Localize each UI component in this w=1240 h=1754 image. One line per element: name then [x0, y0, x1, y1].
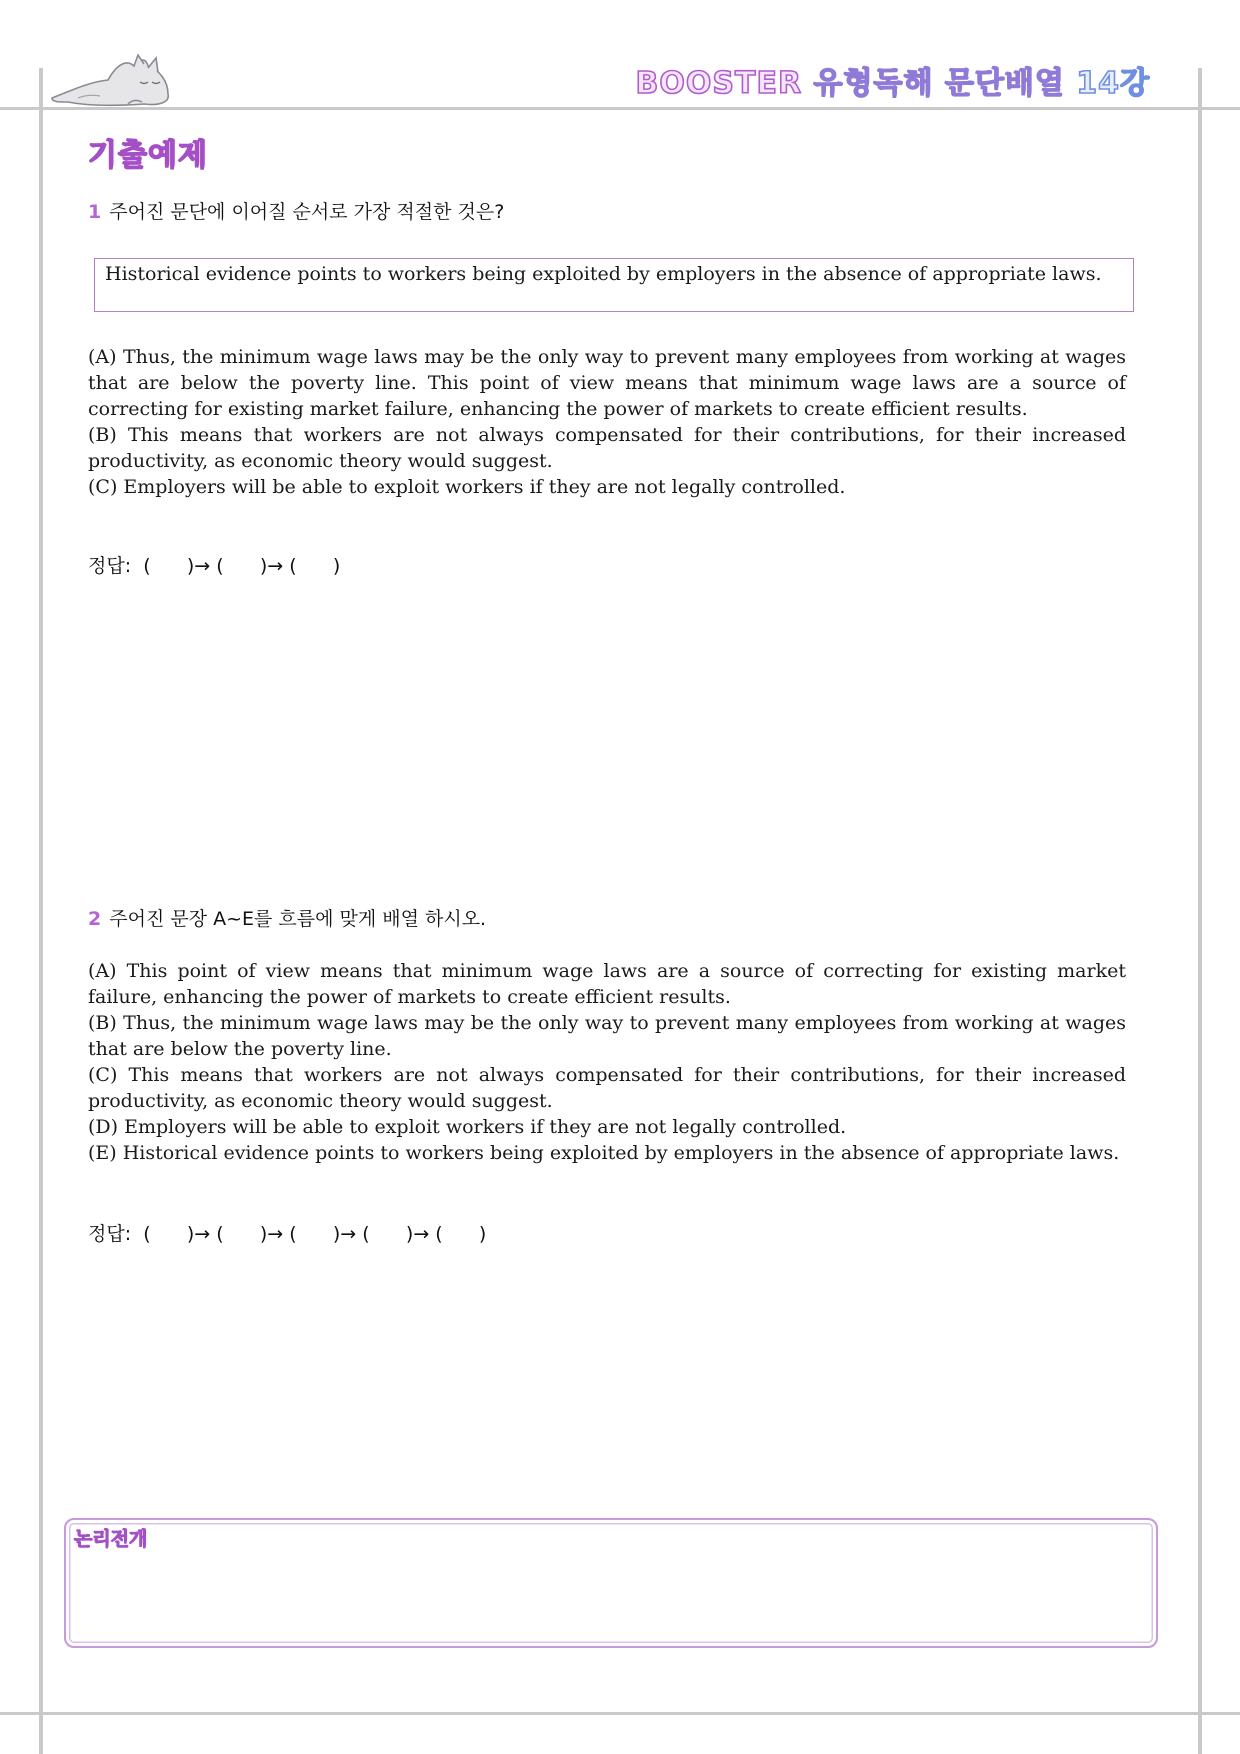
- question-2-answer-line: 정답: ( )→ ( )→ ( )→ ( )→ ( ): [88, 1223, 487, 1245]
- header-title-topic: 유형독해 문단배열: [813, 66, 1065, 101]
- question-1-option-a: (A) Thus, the minimum wage laws may be the only way to prevent many employees from working at wages that are below the poverty line. This point of view means that minimum wage laws are a source of correcting for existing market failure, enhancing the power of markets to create efficient results.: [88, 346, 1126, 420]
- logic-flow-label: 논리전개: [74, 1528, 148, 1550]
- question-2-options: [88, 958, 1126, 1166]
- question-2-prompt: 주어진 문장 A~E를 흐름에 맞게 배열 하시오.: [109, 908, 487, 930]
- question-2-option-e: (E) Historical evidence points to workers being exploited by employers in the absence of appropriate laws.: [88, 1142, 1120, 1164]
- header-rule: [0, 107, 1240, 110]
- question-1-option-b: (B) This means that workers are not always compensated for their contributions, for their increased productivity, as economic theory would suggest.: [88, 424, 1126, 472]
- sleeping-cat-icon: [48, 52, 183, 110]
- question-2-option-c: (C) This means that workers are not always compensated for their contributions, for their increased productivity, as economic theory would suggest.: [88, 1064, 1126, 1112]
- question-2-option-d: (D) Employers will be able to exploit workers if they are not legally controlled.: [88, 1116, 847, 1138]
- question-1-options: [88, 344, 1126, 500]
- right-margin-rule: [1198, 68, 1202, 1754]
- header-title: [636, 58, 1150, 102]
- question-2-option-a: (A) This point of view means that minimum wage laws are a source of correcting for existing market failure, enhancing the power of markets to create efficient results.: [88, 960, 1126, 1008]
- question-1-number: 1: [88, 201, 102, 223]
- header-title-brand: BOOSTER: [635, 66, 803, 101]
- question-1-heading: [88, 197, 504, 224]
- question-1-prompt: 주어진 문단에 이어질 순서로 가장 적절한 것은?: [109, 201, 505, 223]
- footer-rule: [0, 1712, 1240, 1715]
- question-1-answer-line: 정답: ( )→ ( )→ ( ): [88, 555, 341, 577]
- logic-flow-box[interactable]: [64, 1518, 1158, 1648]
- question-2-heading: [88, 904, 486, 931]
- question-2-option-b: (B) Thus, the minimum wage laws may be the only way to prevent many employees from working at wages that are below the poverty line.: [88, 1012, 1126, 1060]
- given-paragraph-box: Historical evidence points to workers being exploited by employers in the absence of appropriate laws.: [94, 258, 1134, 312]
- question-2-number: 2: [88, 908, 102, 930]
- header-title-lesson: 14강: [1076, 66, 1150, 101]
- question-1-option-c: (C) Employers will be able to exploit workers if they are not legally controlled.: [88, 476, 846, 498]
- left-margin-rule: [39, 68, 43, 1754]
- section-title: 기출예제: [88, 138, 208, 173]
